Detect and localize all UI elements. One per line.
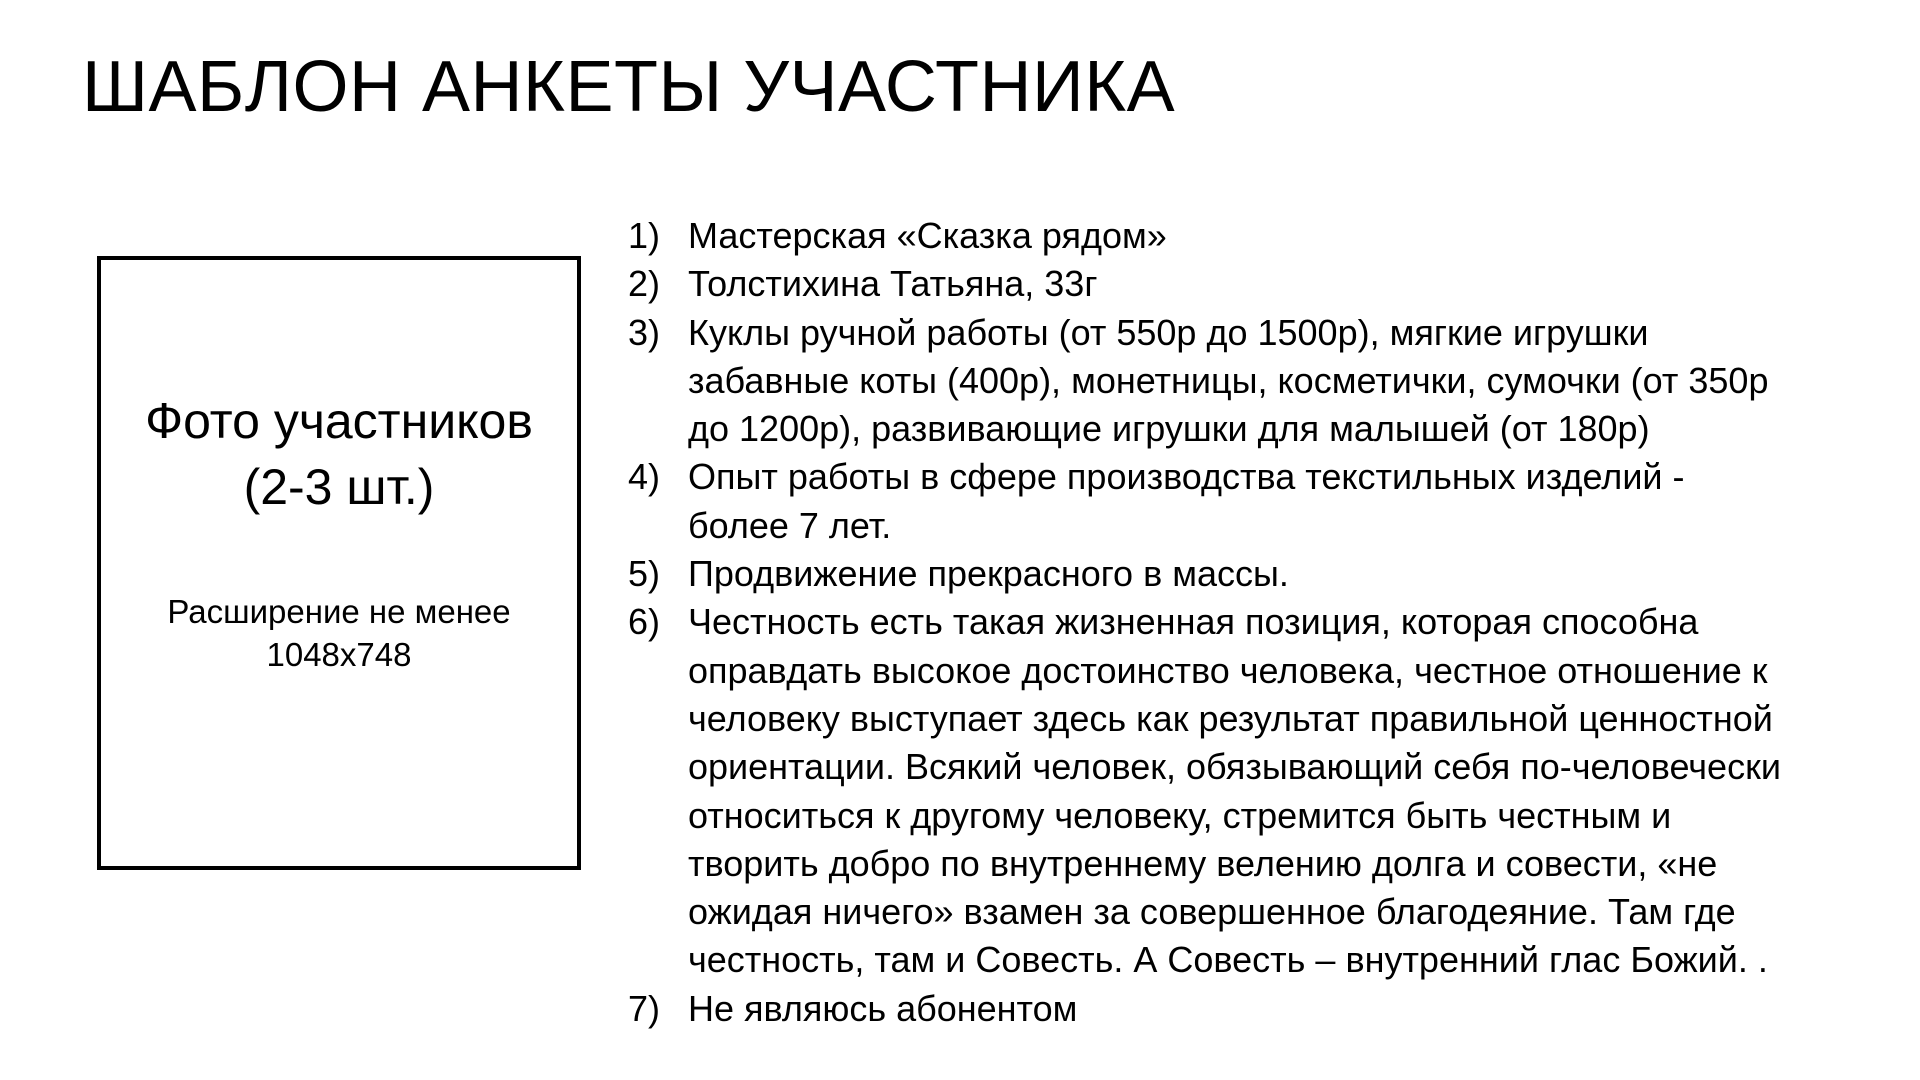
answer-text: Опыт работы в сфере производства текстильных изделий - более 7 лет. <box>688 456 1685 546</box>
answer-item <box>628 260 1908 308</box>
answer-item <box>628 212 1908 260</box>
answer-item <box>628 453 1908 550</box>
answer-text: Толстихина Татьяна, 33г <box>688 263 1098 305</box>
answer-text: Куклы ручной работы (от 550р до 1500р), мягкие игрушки забавные коты (400р), монетницы, косметички, сумочки (от 350р до 1200р), развивающие игрушки для малышей (от 180р) <box>688 311 1769 450</box>
answers-list <box>628 212 1908 1033</box>
answer-text: Не являюсь абонентом <box>688 987 1078 1029</box>
answer-number: 5) <box>628 553 661 595</box>
photo-caption-line: Фото участников <box>145 393 533 449</box>
photo-caption <box>145 388 533 520</box>
photo-placeholder <box>97 256 581 870</box>
answer-text: Мастерская «Сказка рядом» <box>688 215 1167 256</box>
answer-text: Честность есть такая жизненная позиция, которая способна оправдать высокое достоинство человека, честное отношение к человеку выступает здесь как результат правильной ценностной ориентации. Всякий человек, обязывающий себя по-человечески относиться к другому человеку, стремится быть честным и творить добро по внутреннему велению долга и совести, «не ожидая ничего» взамен за совершенное благодеяние. Там где честность, там и Совесть. А Совесть – внутренний глас Божий. . <box>688 601 1781 981</box>
photo-caption-line: (2-3 шт.) <box>243 459 435 515</box>
answer-number: 1) <box>628 215 661 256</box>
answer-item <box>628 550 1908 598</box>
answer-number: 7) <box>628 987 661 1029</box>
page-title: ШАБЛОН АНКЕТЫ УЧАСТНИКА <box>82 47 1176 127</box>
photo-note-line: 1048x748 <box>266 636 412 673</box>
answer-item <box>628 309 1908 454</box>
answer-text: Продвижение прекрасного в массы. <box>688 553 1289 595</box>
photo-note-line: Расширение не менее <box>167 593 511 630</box>
answer-item <box>628 598 1908 984</box>
answer-number: 3) <box>628 311 661 353</box>
answer-number: 2) <box>628 263 661 305</box>
answer-item <box>628 985 1908 1033</box>
answer-number: 4) <box>628 456 661 498</box>
answer-number: 6) <box>628 601 661 643</box>
photo-resolution-note <box>167 590 510 676</box>
